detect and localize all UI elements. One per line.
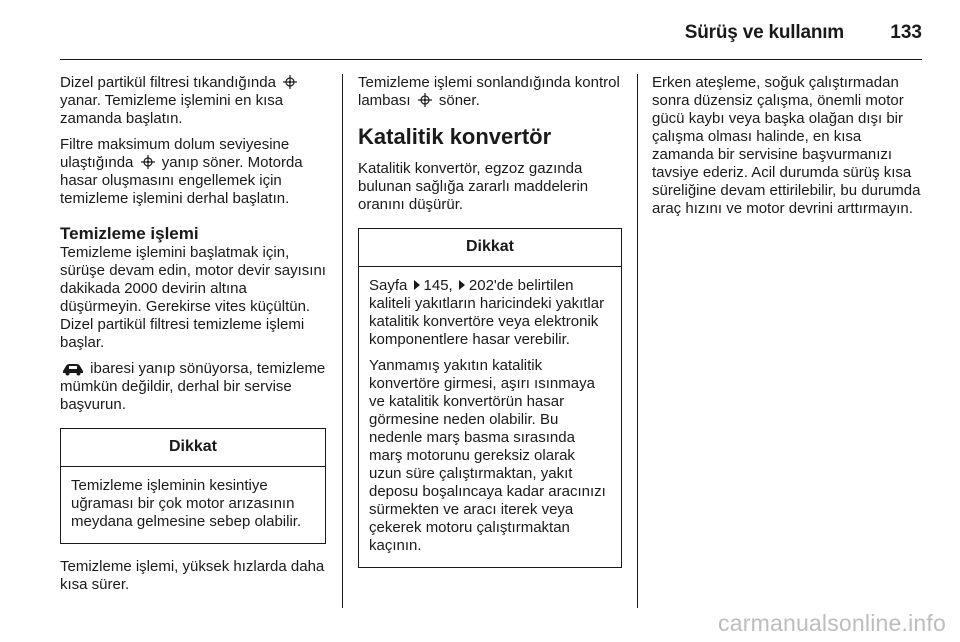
paragraph-cleaning-done: Temizleme işlemi sonlandığında kontrol lambası söner. xyxy=(358,74,620,109)
paragraph-filter-max: Filtre maksimum dolum seviyesine ulaştığında yanıp söner. Motorda hasar oluşmasını engellemek için temizleme işlemini derhal başlatın. xyxy=(60,136,303,207)
paragraph-converter-intro: Katalitik konvertör, egzoz gazında bulunan sağlığa zararlı maddelerin oranını düşürür. xyxy=(358,160,589,213)
column-divider-2 xyxy=(637,74,638,608)
column-1 xyxy=(60,74,326,602)
header-rule xyxy=(60,59,922,60)
paragraph-filter-clogged: Dizel partikül filtresi tıkandığında yanar. Temizleme işlemini en kısa zamanda başlatın. xyxy=(60,74,326,128)
notice-body: Temizleme işleminin kesintiye uğraması bir çok motor arızasının meydana gelmesine sebep olabilir. xyxy=(71,477,302,530)
paragraph-car-icon-flashing: ibaresi yanıp sönüyorsa, temizleme mümkün değildir, derhal bir servise başvurun. xyxy=(60,360,326,413)
heading-catalytic-converter: Katalitik konvertör xyxy=(358,124,552,149)
notice-body xyxy=(359,267,621,567)
notice-title: Dikkat xyxy=(359,229,621,267)
notice-box-interruption xyxy=(60,428,326,544)
diesel-particle-filter-icon xyxy=(140,154,156,170)
paragraph-cleaning-speed: Temizleme işlemi, yüksek hızlarda daha kısa sürer. xyxy=(60,558,325,593)
column-3 xyxy=(652,74,922,226)
page-number: 133 xyxy=(890,22,922,43)
notice-fuel-quality: Sayfa 145, 202'de belirtilen kaliteli yakıtların haricindeki yakıtlar katalitik konvertöre veya elektronik komponentlere hasar verebilir. xyxy=(369,277,605,348)
notice-unburned-fuel: Yanmamış yakıtın katalitik konvertöre girmesi, aşırı ısınmaya ve katalitik konvertörün hasar görmesine neden olabilir. Bu nedenle marş basma sırasında marş motorunu gereksiz olarak uzun süre çalıştırmaktan, yakıt deposu boşalıncaya kadar aracınızı sürmekten ve aracı iterek veya çekerek motoru çalıştırmaktan kaçının. xyxy=(369,357,606,554)
column-2 xyxy=(358,74,622,582)
section-title: Sürüş ve kullanım xyxy=(684,22,844,43)
diesel-particle-filter-icon xyxy=(417,92,433,108)
reference-arrow-icon xyxy=(414,280,420,290)
watermark: carmanualsonline.info xyxy=(718,610,946,636)
heading-cleaning: Temizleme işlemi xyxy=(60,224,199,243)
page-header xyxy=(60,14,922,58)
notice-box-converter xyxy=(358,228,622,568)
reference-arrow-icon xyxy=(459,280,465,290)
notice-title: Dikkat xyxy=(61,429,325,467)
paragraph-irregular-running: Erken ateşleme, soğuk çalıştırmadan sonra düzensiz çalışma, önemli motor gücü kaybı veya başka olağan dışı bir çalışma olması halinde, en kısa zamanda bir servisine başvurmanızı tavsiye ederiz. Acil durumda sürüş kısa süreliğine devam ettirilebilir, bu durumda araç hızını ve motor devrini arttırmayın. xyxy=(652,74,921,217)
page-ref-link[interactable]: 145, xyxy=(423,277,453,294)
paragraph-cleaning-instructions: Temizleme işlemini başlatmak için, sürüşe devam edin, motor devir sayısını dakikada 2000 devirin altına düşürmeyin. Gerekirse vites küçültün. Dizel partikül filtresi temizleme işlemi başlar. xyxy=(60,244,326,351)
column-divider-1 xyxy=(342,74,343,608)
car-service-icon xyxy=(62,362,84,376)
diesel-particle-filter-icon xyxy=(282,74,298,90)
